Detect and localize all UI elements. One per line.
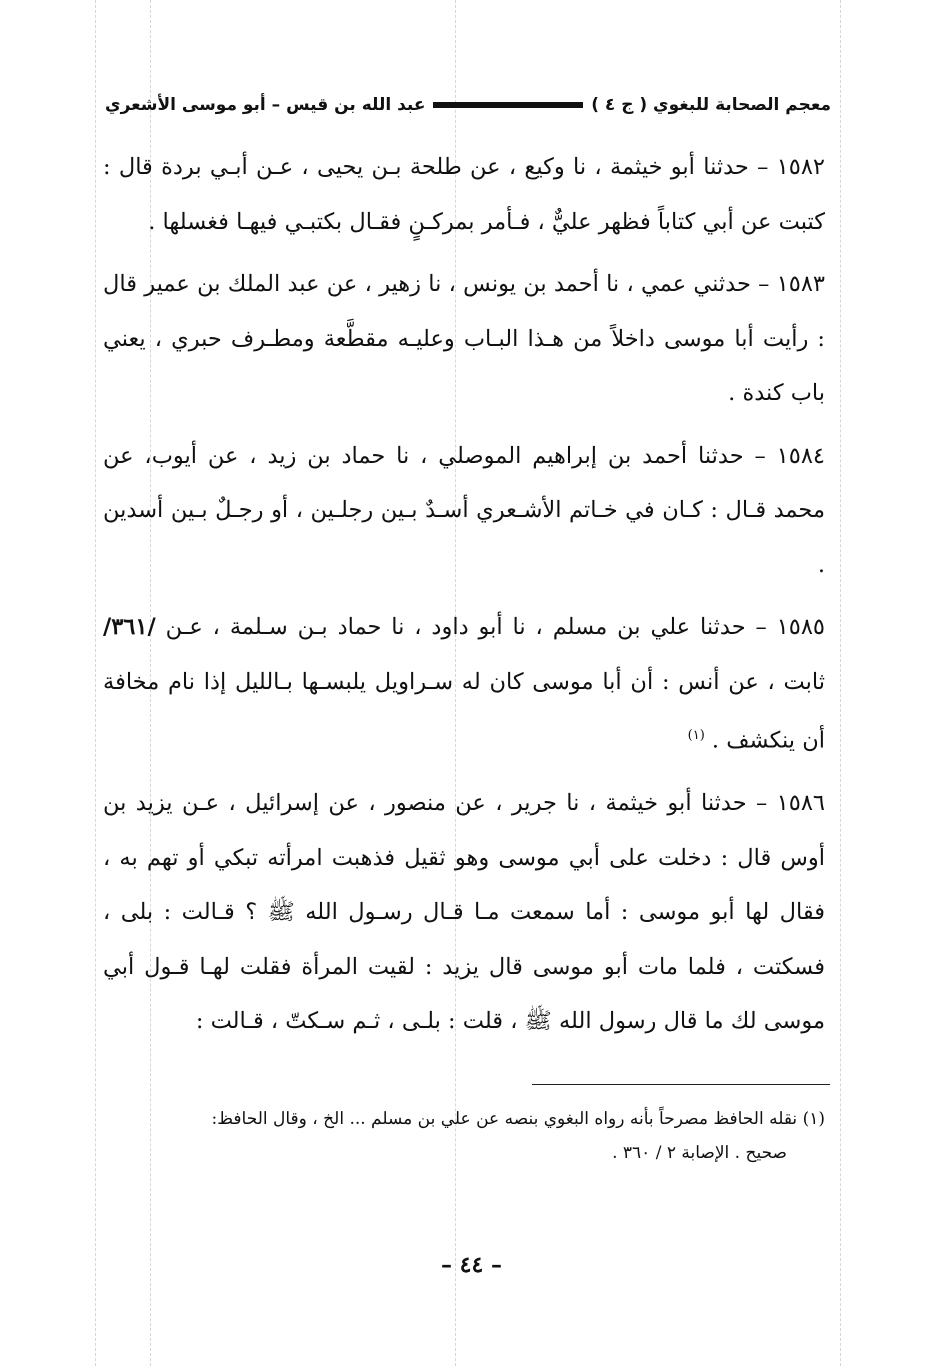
header-book-title: معجم الصحابة للبغوي ( ج ٤ ) xyxy=(591,95,831,115)
page-number: – ٤٤ – xyxy=(441,1252,502,1278)
footnote-text: نقله الحافظ مصرحاً بأنه رواه البغوي بنصه عن علي بن مسلم ... الخ ، وقال الحافظ: xyxy=(211,1109,798,1129)
main-text xyxy=(103,140,825,1057)
manuscript-page-mark: /٣٦١/ xyxy=(103,614,156,640)
hadith-number: ١٥٨٤ xyxy=(776,442,825,469)
running-header xyxy=(105,88,831,122)
hadith-text: ثابت ، عن أنس : أن أبا موسى كان له سـراويل يلبسـها بـالليل إذا نام مخافة أن ينكشف . xyxy=(103,668,825,754)
hadith-paragraph xyxy=(103,600,825,768)
footnote-separator xyxy=(532,1084,830,1085)
hadith-number: ١٥٨٥ xyxy=(776,614,825,640)
hadith-paragraph xyxy=(103,257,825,421)
hadith-paragraph xyxy=(103,140,825,249)
footnote xyxy=(110,1102,825,1170)
header-rule xyxy=(433,102,583,108)
footnote-line xyxy=(110,1102,825,1136)
hadith-text: – حدثنا أبو خيثمة ، نا وكيع ، عن طلحة بـن يحيى ، عـن أبـي بردة قال : كتبت عن أبي كتاباً فظهر عليٌّ ، فـأمر بمركـنٍ فقـال بكتبـي فيهـا فغسلها . xyxy=(103,154,825,235)
footnote-marker: (١) xyxy=(802,1109,825,1129)
hadith-text: – حدثنا علي بن مسلم ، نا أبو داود ، نا حماد بـن سـلمة ، عـن xyxy=(165,614,767,640)
scan-guide-line xyxy=(840,0,841,1366)
hadith-number: ١٥٨٢ xyxy=(776,154,825,180)
hadith-text: – حدثني عمي ، نا أحمد بن يونس ، نا زهير ، عن عبد الملك بن عمير قال : رأيت أبا موسى داخلاً من هـذا البـاب وعليـه مقطَّعة ومطـرف حبري ، يعني باب كندة . xyxy=(103,271,825,406)
hadith-number: ١٥٨٦ xyxy=(776,790,825,816)
scan-guide-line xyxy=(95,0,96,1366)
hadith-paragraph xyxy=(103,429,825,593)
footnote-continuation: صحيح . الإصابة ٢ / ٣٦٠ . xyxy=(612,1143,787,1163)
hadith-text: – حدثنا أبو خيثمة ، نا جرير ، عن منصور ، عن إسرائيل ، عـن يزيد بن أوس قال : دخلت على أبي موسى وهو ثقيل فذهبت امرأته تبكي أو تهم به ، فقال لها أبو موسى : أما سمعت مـا قـال رسـول الله ﷺ ؟ قـالت : بلى ، فسكتت ، فلما مات أبو موسى قال يزيد : لقيت المرأة فقلت لهـا قـول أبي موسى لك ما قال رسول الله ﷺ ، قلت : بلـى ، ثـم سـكتّ ، قـالت : xyxy=(103,790,825,1034)
footnote-reference: (١) xyxy=(687,728,705,743)
header-section-title: عبد الله بن قيس – أبو موسى الأشعري xyxy=(105,95,426,115)
hadith-number: ١٥٨٣ xyxy=(776,271,825,297)
hadith-paragraph xyxy=(103,776,825,1049)
hadith-text: – حدثنا أحمد بن إبراهيم الموصلي ، نا حماد بن زيد ، عن أيوب، عن محمد قـال : كـان في خـاتم الأشـعري أسـدٌ بـين رجلـين ، أو رجـلٌ بـين أسدين . xyxy=(103,442,825,578)
